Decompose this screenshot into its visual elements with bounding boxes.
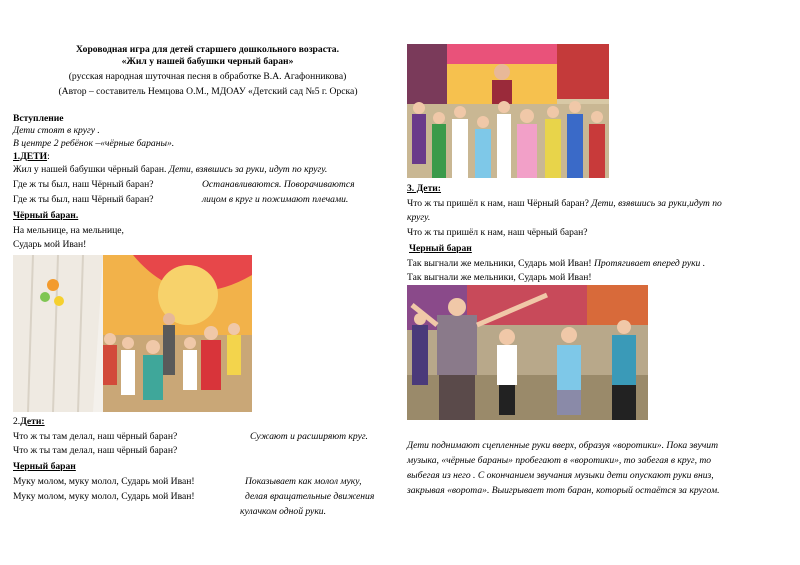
stage-direction: лицом в круг и пожимают плечами.	[202, 194, 349, 205]
stage-direction: кругу.	[407, 212, 431, 223]
verse-text: Что ж ты пришёл к нам, наш Чёрный баран?	[407, 198, 592, 209]
stage-direction: делая вращательные движения	[245, 491, 375, 502]
verse-text: Сударь мой Иван!	[13, 239, 87, 250]
part1-heading	[13, 151, 50, 162]
part1-heading-label: 1.ДЕТИ	[13, 151, 48, 162]
verse-text: Где ж ты был, наш Чёрный баран?	[13, 194, 154, 205]
arrangement-note: (русская народная шуточная песня в обработке В.А. Агафонникова)	[68, 71, 347, 82]
ending-line: закрывая «ворота». Выигрывает тот баран, который остаётся за кругом.	[407, 485, 720, 496]
author-note: (Автор – составитель Немцова О.М., МДОАУ «Детский сад №5 г. Орска)	[58, 86, 358, 97]
verse-text: Муку молом, муку молол, Сударь мой Иван!	[13, 491, 195, 502]
verse-text: Жил у нашей бабушки чёрный баран.	[13, 164, 169, 175]
part2-number: 2.	[13, 416, 21, 427]
stage-direction: Сужают и расширяют круг.	[250, 431, 368, 442]
song-title: «Жил у нашей бабушки черный баран»	[121, 56, 294, 67]
photo-children-dance-left	[13, 255, 252, 412]
verse-text: Муку молом, муку молол, Сударь мой Иван!	[13, 476, 195, 487]
ending-line: музыка, «чёрные бараны» пробегают в «воротики», то забегая в круг, то	[407, 455, 712, 466]
page-title: Хороводная игра для детей старшего дошкольного возраста.	[76, 44, 339, 55]
verse-text: Где ж ты был, наш Чёрный баран?	[13, 179, 154, 190]
stage-direction: Показывает как молол муку,	[245, 476, 362, 487]
intro-line: В центре 2 ребёнок –«чёрные бараны».	[13, 138, 175, 149]
verse-text: Что ж ты там делал, наш чёрный баран?	[13, 431, 178, 442]
part3-heading: 3. Дети:	[407, 183, 442, 194]
stage-direction: кулачком одной руки.	[240, 506, 326, 517]
verse-text: На мельнице, на мельнице,	[13, 225, 124, 236]
ram-heading: Черный баран	[13, 461, 76, 472]
verse-text: Что ж ты пришёл к нам, наш чёрный баран?	[407, 227, 588, 238]
ending-line: выбегая из него . С окончанием звучания музыки дети опускают руки вниз,	[407, 470, 714, 481]
part2-heading-label: Дети:	[20, 416, 45, 427]
verse-line	[13, 164, 327, 175]
verse-text: Так выгнали же мельники, Сударь мой Иван!	[407, 272, 592, 283]
stage-direction: Протягивает вперед руки .	[593, 258, 706, 269]
verse-text: Что ж ты там делал, наш чёрный баран?	[13, 445, 178, 456]
intro-line: Дети стоят в кругу .	[13, 125, 100, 136]
verse-line	[407, 198, 722, 209]
intro-heading: Вступление	[13, 113, 64, 124]
photo-children-circle-right-top	[407, 44, 609, 178]
stage-direction: Останавливаются. Поворачиваются	[202, 179, 355, 190]
photo-children-gates-right-bottom	[407, 285, 648, 420]
ram-heading: Черный баран	[409, 243, 472, 254]
part1-heading-colon: :	[47, 151, 50, 162]
verse-text: Так выгнали же мельники, Сударь мой Иван!	[407, 258, 594, 269]
stage-direction: Дети, взявшись за руки,идут по	[591, 198, 722, 209]
ram-heading: Чёрный баран.	[13, 210, 79, 221]
stage-direction: Дети, взявшись за руки, идут по кругу.	[168, 164, 328, 175]
part2-heading	[13, 416, 45, 427]
ending-line: Дети поднимают сцепленные руки вверх, образуя «воротики». Пока звучит	[407, 440, 719, 451]
verse-line	[407, 258, 705, 269]
